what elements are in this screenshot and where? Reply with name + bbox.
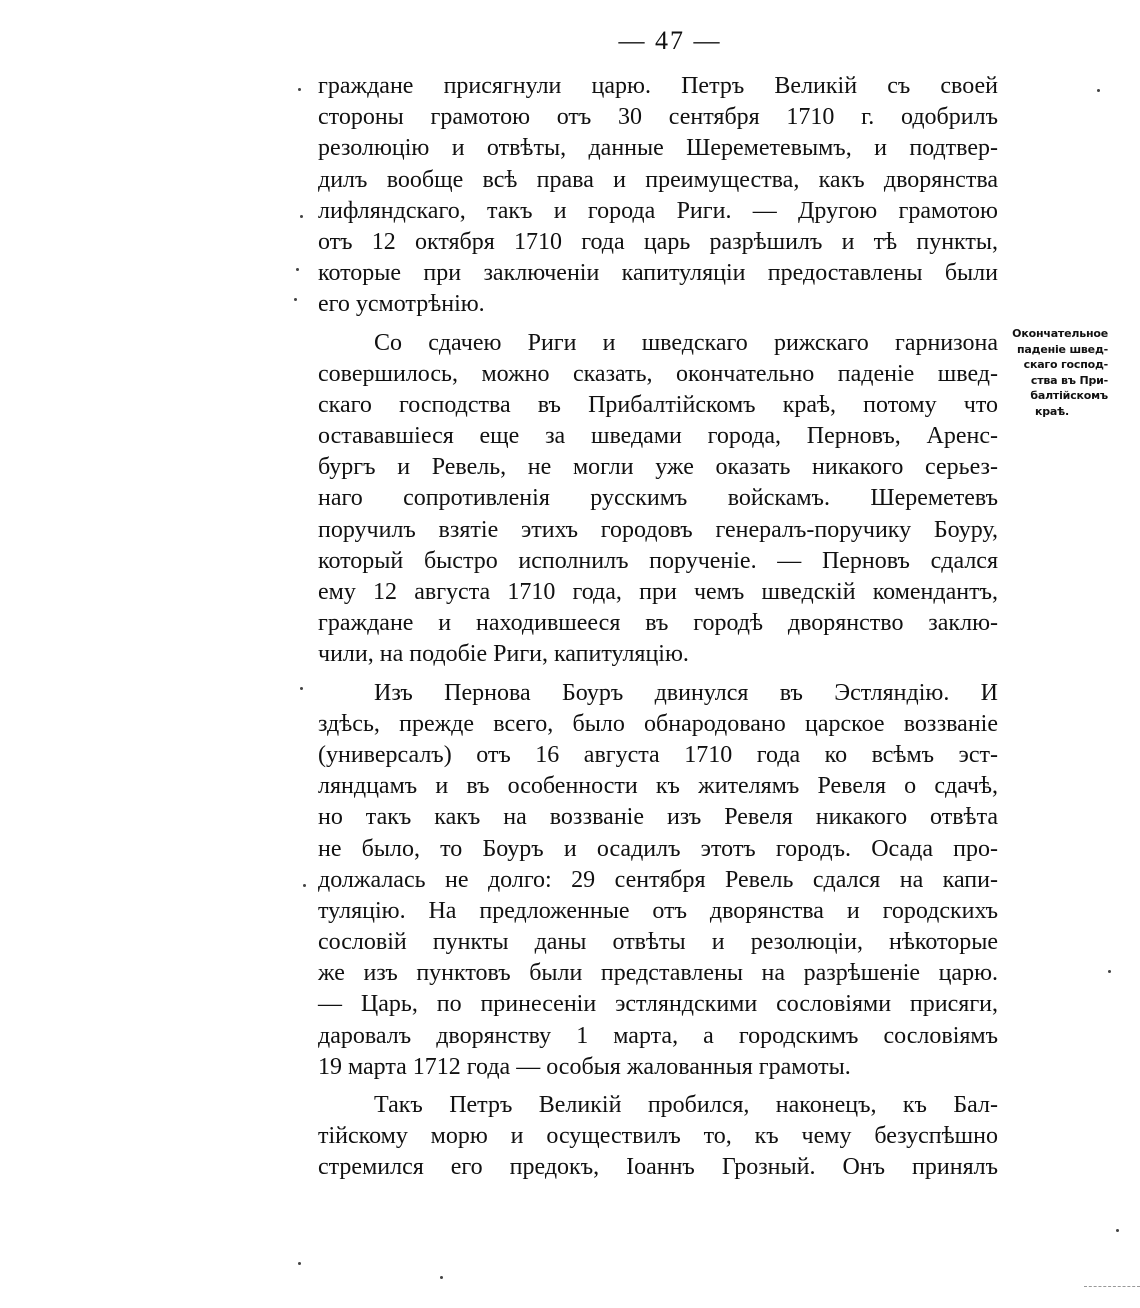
text-line: его усмотрѣнію. (318, 291, 485, 318)
text-line: отъ 12 октября 1710 года царь разрѣшилъ и тѣ пункты, (318, 228, 998, 255)
text-line: сословій пункты даны отвѣты и резолюціи, нѣкоторые (318, 929, 998, 956)
text-line: (универсалъ) отъ 16 августа 1710 года ко всѣмъ эст- (318, 741, 998, 768)
paragraph (318, 328, 998, 671)
body-text (318, 71, 998, 1184)
text-line: не было, то Боуръ и осадилъ этотъ городъ. Осада про- (318, 835, 998, 862)
paragraph (318, 1090, 998, 1184)
text-line: 19 марта 1712 года — особыя жалованныя грамоты. (318, 1053, 851, 1080)
margin-note-line: балтійскомъ (1030, 389, 1108, 402)
text-line: совершилось, можно сказать, окончательно паденіе швед- (318, 360, 998, 387)
text-line: но такъ какъ на воззваніе изъ Ревеля никакого отвѣта (318, 804, 998, 831)
text-line: стремился его предокъ, Іоаннъ Грозный. Онъ принялъ (318, 1154, 998, 1181)
text-line: ляндцамъ и въ особенности къ жителямъ Ревеля о сдачѣ, (318, 773, 998, 800)
text-line: поручилъ взятіе этихъ городовъ генералъ-поручику Боуру, (318, 516, 998, 543)
margin-note-line: паденіе швед- (1017, 342, 1108, 356)
text-line: который быстро исполнилъ порученіе. — Перновъ сдался (318, 547, 998, 574)
text-line: стороны грамотою отъ 30 сентября 1710 г. одобрилъ (318, 104, 998, 131)
margin-note-line: краѣ. (1034, 404, 1070, 418)
page-number: — 47 — (618, 26, 722, 55)
text-line: даровалъ дворянству 1 марта, а городскимъ сословіямъ (318, 1022, 998, 1049)
scan-speck (300, 687, 303, 690)
text-line: — Царь, по принесеніи эстляндскими сословіями присяги, (318, 991, 998, 1018)
scan-speck (1116, 1229, 1119, 1232)
text-line: бургъ и Ревель, не могли уже оказать никакого серьез- (318, 454, 998, 481)
margin-note-line: скаго господ- (1023, 358, 1108, 371)
text-line: граждане и находившееся въ городѣ дворянство заклю- (318, 610, 998, 637)
margin-note-line: ства въ При- (1030, 373, 1108, 387)
scan-speck (300, 215, 303, 218)
scan-speck (298, 1262, 301, 1265)
text-line: Такъ Петръ Великій пробился, наконецъ, къ Бал- (374, 1092, 998, 1118)
text-line: чили, на подобіе Риги, капитуляцію. (318, 641, 689, 668)
text-line: тійскому морю и осуществилъ то, къ чему безуспѣшно (318, 1123, 998, 1150)
text-line: лифляндскаго, такъ и города Риги. — Другою грамотою (318, 197, 998, 224)
text-line: граждане присягнули царю. Петръ Великій съ своей (318, 73, 998, 99)
text-line: здѣсь, прежде всего, было обнародовано царское воззваніе (318, 710, 998, 737)
text-line: скаго господства въ Прибалтійскомъ краѣ, потому что (318, 391, 998, 418)
margin-note-line: Окончательное (1012, 327, 1108, 340)
paragraph (318, 678, 998, 1083)
paragraph (318, 71, 998, 321)
scan-speck (440, 1276, 443, 1279)
scan-speck (294, 298, 297, 301)
text-line: Со сдачею Риги и шведскаго рижскаго гарнизона (374, 329, 998, 356)
scan-edge-mark (1084, 1286, 1140, 1288)
text-line: ему 12 августа 1710 года, при чемъ шведскій комендантъ, (318, 579, 998, 605)
text-line: которые при заключеніи капитуляціи предоставлены были (318, 260, 998, 287)
scan-speck (298, 88, 301, 91)
text-line: остававшіеся еще за шведами города, Перновъ, Аренс- (318, 423, 998, 450)
scan-speck (303, 884, 306, 887)
text-line: же изъ пунктовъ были представлены на разрѣшеніе царю. (318, 960, 998, 987)
scan-speck (1108, 970, 1111, 973)
text-line: должалась не долго: 29 сентября Ревель сдался на капи- (318, 866, 998, 893)
text-line: наго сопротивленія русскимъ войскамъ. Шереметевъ (318, 485, 998, 512)
margin-note (996, 326, 1108, 419)
text-line: Изъ Пернова Боуръ двинулся въ Эстляндію. И (374, 679, 998, 706)
text-line: туляцію. На предложенные отъ дворянства и городскихъ (318, 897, 998, 924)
text-line: дилъ вообще всѣ права и преимущества, какъ дворянства (318, 166, 998, 193)
scan-speck (296, 268, 299, 271)
text-line: резолюцію и отвѣты, данные Шереметевымъ, и подтвер- (318, 135, 998, 162)
scan-speck (1097, 89, 1100, 92)
